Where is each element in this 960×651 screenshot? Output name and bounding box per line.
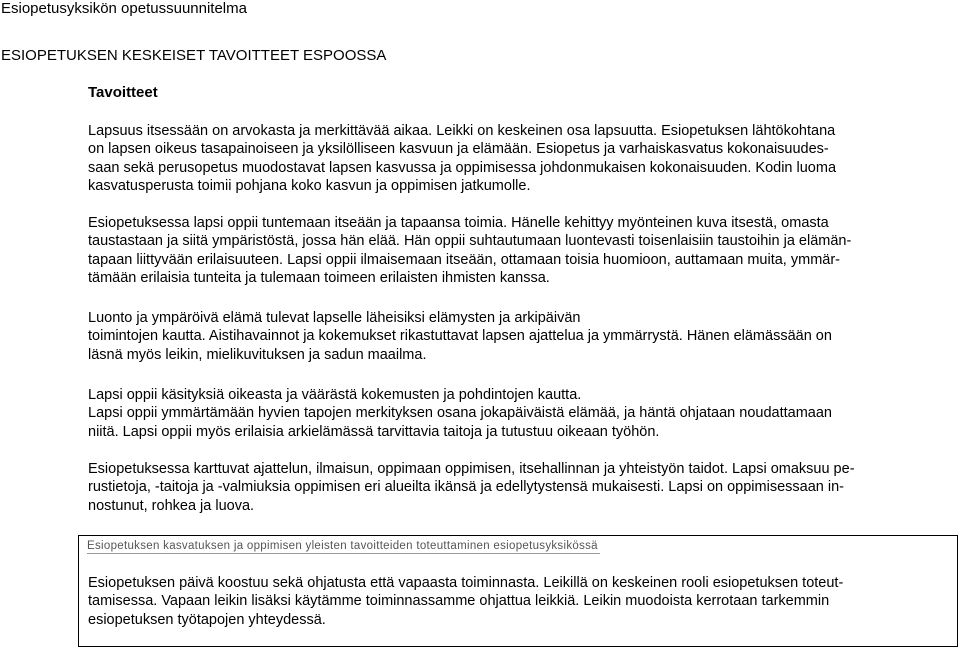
box-caption: Esiopetuksen kasvatuksen ja oppimisen yleisten tavoitteiden toteuttaminen esiopetusyksikössä xyxy=(87,540,598,552)
paragraph-line: on lapsen oikeus tasapainoiseen ja yksilölliseen kasvuun ja elämään. Esiopetus ja varhaiskasvatus kokonaisuudes- xyxy=(88,141,829,158)
paragraph-line: rustietoja, -taitoja ja -valmiuksia oppimisen eri alueilta ikänsä ja edellytystensä mukaisesti. Lapsi on oppimisessaan in- xyxy=(88,479,844,496)
paragraph-line: Lapsi oppii ymmärtämään hyvien tapojen merkityksen osana jokapäiväistä elämää, ja häntä ohjataan noudattamaan xyxy=(88,405,832,422)
paragraph-line: tapaan liittyvään erilaisuuteen. Lapsi oppii ilmaisemaan itseään, ottamaan toisia huomioon, auttamaan muita, ymmär- xyxy=(88,251,840,268)
paragraph-line: taustastaan ja siitä ympäristöstä, jossa hän elää. Hän oppii suhtautumaan luontevasti toisenlaisiin taustoihin ja elämän- xyxy=(88,233,852,250)
paragraph-line: Luonto ja ympäröivä elämä tulevat lapselle läheisiksi elämysten ja arkipäivän xyxy=(88,310,581,326)
paragraph-line: läsnä myös leikin, mielikuvituksen ja sadun maailma. xyxy=(88,346,427,363)
paragraph-2 xyxy=(88,214,952,288)
paragraph-line: nostunut, rohkea ja luova. xyxy=(88,497,255,514)
paragraph-line: saan sekä perusopetus muodostavat lapsen kasvussa ja oppimisessa johdonmukaisen kokonaisuuden. Kodin luoma xyxy=(88,159,837,176)
implementation-box xyxy=(78,535,958,647)
paragraph-5 xyxy=(88,460,952,515)
paragraph-line: toimintojen kautta. Aistihavainnot ja kokemukset rikastuttavat lapsen ajattelua ja ymmärrystä. Hänen elämässään on xyxy=(88,328,832,345)
paragraph-line: Lapsuus itsessään on arvokasta ja merkittävää aikaa. Leikki on keskeinen osa lapsuutta. Esiopetuksen lähtökohtana xyxy=(88,123,836,139)
paragraph-line: niitä. Lapsi oppii myös erilaisia arkielämässä tarvittavia taitoja ja tutustuu oikeaan työhön. xyxy=(88,423,660,440)
box-line: esiopetuksen työtapojen yhteydessä. xyxy=(88,611,326,628)
paragraph-line: Esiopetuksessa lapsi oppii tuntemaan itseään ja tapaansa toimia. Hänelle kehittyy myönteinen kuva itsestä, omasta xyxy=(88,215,829,231)
document-title: Esiopetusyksikön opetussuunnitelma xyxy=(1,0,247,17)
paragraph-line: Lapsi oppii käsityksiä oikeasta ja väärästä kokemusten ja pohdintojen kautta. xyxy=(88,387,582,403)
paragraph-4 xyxy=(88,386,952,441)
paragraph-line: Esiopetuksessa karttuvat ajattelun, ilmaisun, oppimaan oppimisen, itsehallinnan ja yhteistyön taidot. Lapsi omaksuu pe- xyxy=(88,461,855,477)
box-line: tamisessa. Vapaan leikin lisäksi käytämme toiminnassamme ohjattua leikkiä. Leikin muodoista kerrotaan tarkemmin xyxy=(88,593,830,610)
paragraph-3 xyxy=(88,309,952,364)
paragraph-line: tämään erilaisia tunteita ja tulemaan toimeen erilaisten ihmisten kanssa. xyxy=(88,270,550,287)
paragraph-1 xyxy=(88,122,952,196)
paragraph-line: kasvatusperusta toimii pohjana koko kasvun ja oppimisen jatkumolle. xyxy=(88,178,531,195)
section-subheading: Tavoitteet xyxy=(88,84,158,101)
box-text xyxy=(88,574,950,629)
box-line: Esiopetuksen päivä koostuu sekä ohjatusta että vapaasta toiminnasta. Leikillä on keskeinen rooli esiopetuksen toteut- xyxy=(88,575,844,591)
document-heading: ESIOPETUKSEN KESKEISET TAVOITTEET ESPOOSSA xyxy=(1,47,387,64)
